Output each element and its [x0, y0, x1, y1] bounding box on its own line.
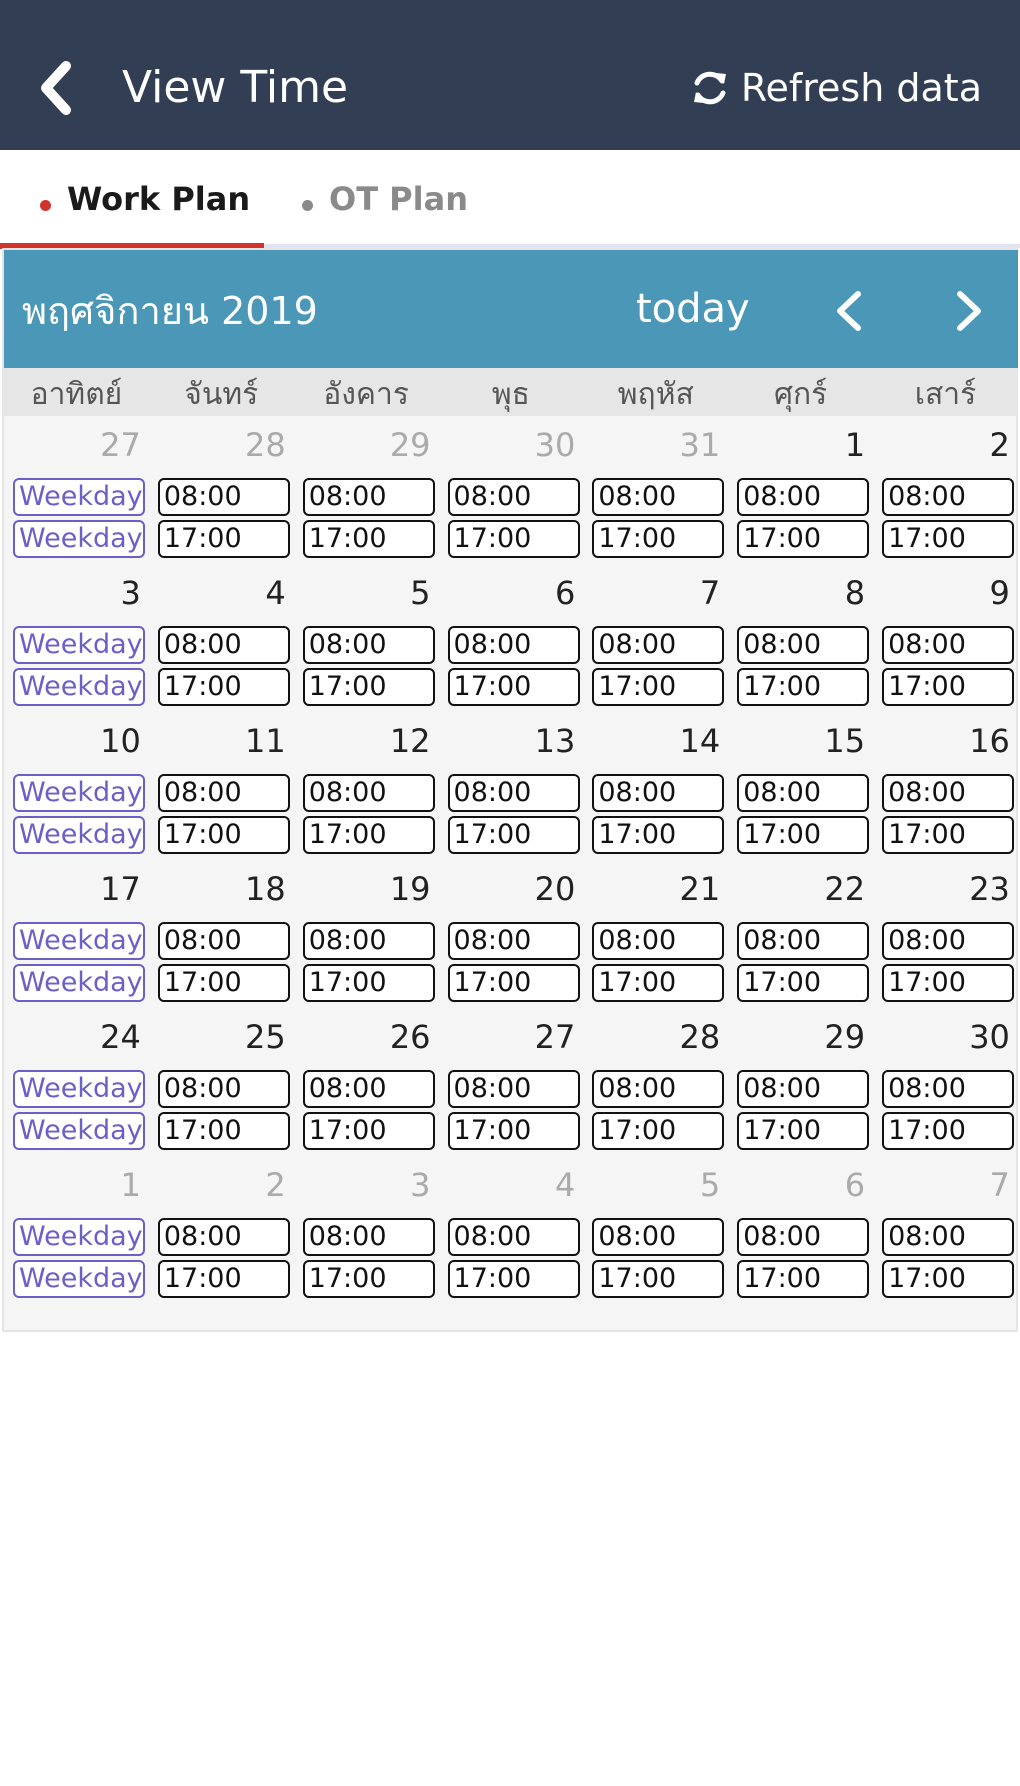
end-time-badge[interactable]: 17:00: [448, 520, 580, 558]
start-time-badge[interactable]: 08:00: [592, 1218, 724, 1256]
calendar-day-cell[interactable]: [728, 1156, 873, 1304]
day-number: 4: [555, 1166, 576, 1204]
plan-tabs: [0, 150, 1020, 248]
end-time-badge[interactable]: 17:00: [158, 816, 290, 854]
day-number: 27: [100, 426, 141, 464]
start-time-badge[interactable]: 08:00: [303, 1218, 435, 1256]
end-time-badge[interactable]: 17:00: [303, 816, 435, 854]
dow-wednesday: พุธ: [491, 377, 530, 412]
chevron-right-icon: [948, 286, 988, 336]
calendar-day-cell[interactable]: [583, 416, 728, 564]
weekday-end-badge[interactable]: Weekday: [13, 1260, 145, 1298]
end-time-badge[interactable]: 17:00: [882, 520, 1014, 558]
day-number: 26: [389, 1018, 431, 1056]
calendar-day-cell[interactable]: [583, 860, 728, 1008]
calendar-day-cell[interactable]: [439, 712, 584, 860]
weekday-start-badge[interactable]: Weekday: [13, 1070, 145, 1108]
calendar-day-cell[interactable]: [728, 1008, 873, 1156]
end-time-badge[interactable]: 17:00: [592, 668, 724, 706]
day-number: 6: [555, 574, 576, 612]
calendar-day-cell[interactable]: [4, 712, 149, 860]
back-button[interactable]: [34, 58, 84, 118]
day-number: 2: [989, 426, 1010, 464]
end-time-badge[interactable]: 17:00: [158, 520, 290, 558]
calendar-day-cell[interactable]: [873, 564, 1018, 712]
day-number: 13: [534, 722, 576, 760]
day-number: 30: [969, 1018, 1010, 1056]
start-time-badge[interactable]: 08:00: [882, 922, 1014, 960]
calendar-day-cell[interactable]: [728, 712, 873, 860]
day-number: 7: [699, 574, 721, 612]
weekday-end-badge[interactable]: Weekday: [13, 1112, 145, 1150]
refresh-button[interactable]: [689, 62, 982, 114]
end-time-badge[interactable]: 17:00: [882, 668, 1014, 706]
start-time-badge[interactable]: 08:00: [303, 626, 435, 664]
dow-tuesday: อังคาร: [323, 377, 409, 412]
end-time-badge[interactable]: 17:00: [737, 1260, 869, 1298]
end-time-badge[interactable]: 17:00: [592, 816, 724, 854]
end-time-badge[interactable]: 17:00: [882, 1112, 1014, 1150]
start-time-badge[interactable]: 08:00: [448, 774, 580, 812]
calendar-day-cell[interactable]: [873, 1156, 1018, 1304]
next-month-button[interactable]: [948, 286, 988, 336]
end-time-badge[interactable]: 17:00: [737, 520, 869, 558]
start-time-badge[interactable]: 08:00: [882, 478, 1014, 516]
day-number: 28: [679, 1018, 721, 1056]
end-time-badge[interactable]: 17:00: [737, 668, 869, 706]
calendar-day-cell[interactable]: [294, 860, 439, 1008]
start-time-badge[interactable]: 08:00: [592, 1070, 724, 1108]
end-time-badge[interactable]: 17:00: [737, 964, 869, 1002]
calendar-week-row: [4, 1156, 1018, 1304]
start-time-badge[interactable]: 08:00: [158, 1218, 290, 1256]
inactive-dot-icon: [302, 200, 313, 211]
start-time-badge[interactable]: 08:00: [303, 774, 435, 812]
end-time-badge[interactable]: 17:00: [448, 668, 580, 706]
calendar-day-cell[interactable]: [439, 416, 584, 564]
dow-sunday: อาทิตย์: [30, 377, 123, 412]
calendar-day-cell[interactable]: [294, 1156, 439, 1304]
day-number: 7: [989, 1166, 1010, 1204]
calendar: [2, 248, 1018, 1332]
start-time-badge[interactable]: 08:00: [158, 478, 290, 516]
day-number: 2: [265, 1166, 286, 1204]
start-time-badge[interactable]: 08:00: [592, 478, 724, 516]
calendar-weeks: [4, 416, 1018, 1304]
day-number: 27: [534, 1018, 576, 1056]
calendar-day-cell[interactable]: [294, 712, 439, 860]
calendar-day-cell[interactable]: [583, 564, 728, 712]
weekday-start-badge[interactable]: Weekday: [13, 1218, 145, 1256]
weekday-end-badge[interactable]: Weekday: [13, 520, 145, 558]
day-number: 3: [120, 574, 141, 612]
end-time-badge[interactable]: 17:00: [448, 964, 580, 1002]
chevron-left-icon: [34, 58, 84, 118]
day-number: 24: [100, 1018, 141, 1056]
start-time-badge[interactable]: 08:00: [882, 774, 1014, 812]
start-time-badge[interactable]: 08:00: [737, 922, 869, 960]
weekday-start-badge[interactable]: Weekday: [13, 478, 145, 516]
active-dot-icon: [40, 200, 51, 211]
start-time-badge[interactable]: 08:00: [303, 922, 435, 960]
start-time-badge[interactable]: 08:00: [448, 1070, 580, 1108]
day-number: 20: [534, 870, 576, 908]
tab-work-plan[interactable]: [40, 150, 250, 248]
day-number: 12: [389, 722, 431, 760]
day-number: 21: [679, 870, 721, 908]
calendar-day-cell[interactable]: [439, 1008, 584, 1156]
calendar-day-cell[interactable]: [149, 860, 294, 1008]
day-number: 5: [410, 574, 431, 612]
calendar-day-cell[interactable]: [583, 1008, 728, 1156]
weekday-end-badge[interactable]: Weekday: [13, 668, 145, 706]
calendar-week-row: [4, 416, 1018, 564]
day-number: 30: [534, 426, 576, 464]
start-time-badge[interactable]: 08:00: [158, 1070, 290, 1108]
end-time-badge[interactable]: 17:00: [303, 520, 435, 558]
day-number: 1: [120, 1166, 141, 1204]
refresh-icon: [689, 67, 731, 109]
start-time-badge[interactable]: 08:00: [737, 1218, 869, 1256]
end-time-badge[interactable]: 17:00: [448, 816, 580, 854]
end-time-badge[interactable]: 17:00: [303, 1112, 435, 1150]
end-time-badge[interactable]: 17:00: [448, 1260, 580, 1298]
end-time-badge[interactable]: 17:00: [737, 816, 869, 854]
end-time-badge[interactable]: 17:00: [303, 964, 435, 1002]
day-number: 8: [844, 574, 866, 612]
day-number: 10: [100, 722, 141, 760]
start-time-badge[interactable]: 08:00: [158, 626, 290, 664]
day-number: 18: [244, 870, 286, 908]
end-time-badge[interactable]: 17:00: [882, 1260, 1014, 1298]
calendar-day-cell[interactable]: [873, 416, 1018, 564]
start-time-badge[interactable]: 08:00: [592, 626, 724, 664]
calendar-day-cell[interactable]: [294, 564, 439, 712]
start-time-badge[interactable]: 08:00: [448, 626, 580, 664]
start-time-badge[interactable]: 08:00: [592, 922, 724, 960]
calendar-week-row: [4, 564, 1018, 712]
calendar-day-cell[interactable]: [728, 564, 873, 712]
day-number: 22: [824, 870, 866, 908]
calendar-day-cell[interactable]: [873, 1008, 1018, 1156]
weekday-end-badge[interactable]: Weekday: [13, 816, 145, 854]
start-time-badge[interactable]: 08:00: [303, 478, 435, 516]
start-time-badge[interactable]: 08:00: [448, 478, 580, 516]
start-time-badge[interactable]: 08:00: [882, 626, 1014, 664]
weekday-start-badge[interactable]: Weekday: [13, 922, 145, 960]
day-number: 9: [989, 574, 1010, 612]
tab-work-plan-label: Work Plan: [67, 180, 251, 218]
calendar-day-cell[interactable]: [149, 712, 294, 860]
calendar-day-cell[interactable]: [4, 1008, 149, 1156]
day-number: 14: [679, 722, 721, 760]
end-time-badge[interactable]: 17:00: [158, 668, 290, 706]
calendar-week-row: [4, 1008, 1018, 1156]
end-time-badge[interactable]: 17:00: [303, 668, 435, 706]
day-number: 23: [969, 870, 1010, 908]
dow-saturday: เสาร์: [914, 377, 977, 412]
calendar-day-cell[interactable]: [149, 564, 294, 712]
day-number: 19: [389, 870, 431, 908]
calendar-day-cell[interactable]: [294, 1008, 439, 1156]
start-time-badge[interactable]: 08:00: [303, 1070, 435, 1108]
calendar-day-cell[interactable]: [583, 1156, 728, 1304]
day-of-week-header: [4, 368, 1018, 416]
weekday-start-badge[interactable]: Weekday: [13, 626, 145, 664]
calendar-day-cell[interactable]: [439, 564, 584, 712]
calendar-day-cell[interactable]: [873, 860, 1018, 1008]
weekday-start-badge[interactable]: Weekday: [13, 774, 145, 812]
start-time-badge[interactable]: 08:00: [737, 626, 869, 664]
end-time-badge[interactable]: 17:00: [737, 1112, 869, 1150]
chevron-left-icon: [830, 286, 870, 336]
dow-friday: ศุกร์: [773, 377, 828, 412]
month-title: พฤศจิกายน 2019: [22, 289, 318, 333]
start-time-badge[interactable]: 08:00: [158, 922, 290, 960]
day-number: 28: [244, 426, 286, 464]
day-number: 15: [824, 722, 866, 760]
end-time-badge[interactable]: 17:00: [592, 1260, 724, 1298]
start-time-badge[interactable]: 08:00: [737, 774, 869, 812]
top-bar: [0, 0, 1020, 150]
start-time-badge[interactable]: 08:00: [737, 1070, 869, 1108]
calendar-day-cell[interactable]: [583, 712, 728, 860]
day-number: 25: [244, 1018, 286, 1056]
calendar-day-cell[interactable]: [873, 712, 1018, 860]
day-number: 17: [100, 870, 141, 908]
start-time-badge[interactable]: 08:00: [158, 774, 290, 812]
today-button[interactable]: today: [636, 286, 750, 332]
day-number: 29: [389, 426, 431, 464]
day-number: 1: [844, 426, 866, 464]
start-time-badge[interactable]: 08:00: [448, 922, 580, 960]
calendar-day-cell[interactable]: [4, 564, 149, 712]
day-number: 6: [844, 1166, 866, 1204]
start-time-badge[interactable]: 08:00: [448, 1218, 580, 1256]
calendar-day-cell[interactable]: [294, 416, 439, 564]
end-time-badge[interactable]: 17:00: [448, 1112, 580, 1150]
calendar-header: [4, 250, 1018, 368]
calendar-day-cell[interactable]: [439, 860, 584, 1008]
calendar-day-cell[interactable]: [439, 1156, 584, 1304]
end-time-badge[interactable]: 17:00: [592, 1112, 724, 1150]
end-time-badge[interactable]: 17:00: [158, 1112, 290, 1150]
dow-monday: จันทร์: [184, 377, 259, 412]
end-time-badge[interactable]: 17:00: [882, 964, 1014, 1002]
start-time-badge[interactable]: 08:00: [592, 774, 724, 812]
start-time-badge[interactable]: 08:00: [882, 1218, 1014, 1256]
end-time-badge[interactable]: 17:00: [303, 1260, 435, 1298]
tab-ot-plan[interactable]: [302, 150, 468, 248]
start-time-badge[interactable]: 08:00: [882, 1070, 1014, 1108]
end-time-badge[interactable]: 17:00: [592, 520, 724, 558]
day-number: 5: [699, 1166, 721, 1204]
calendar-day-cell[interactable]: [4, 416, 149, 564]
end-time-badge[interactable]: 17:00: [158, 964, 290, 1002]
weekday-end-badge[interactable]: Weekday: [13, 964, 145, 1002]
tab-ot-plan-label: OT Plan: [329, 180, 468, 218]
calendar-day-cell[interactable]: [149, 1156, 294, 1304]
refresh-label: Refresh data: [740, 66, 982, 110]
day-number: 16: [969, 722, 1010, 760]
calendar-day-cell[interactable]: [149, 1008, 294, 1156]
calendar-day-cell[interactable]: [728, 416, 873, 564]
day-number: 11: [244, 722, 286, 760]
calendar-week-row: [4, 860, 1018, 1008]
calendar-day-cell[interactable]: [4, 1156, 149, 1304]
calendar-day-cell[interactable]: [4, 860, 149, 1008]
day-number: 29: [824, 1018, 866, 1056]
day-number: 31: [679, 426, 721, 464]
calendar-week-row: [4, 712, 1018, 860]
end-time-badge[interactable]: 17:00: [158, 1260, 290, 1298]
end-time-badge[interactable]: 17:00: [592, 964, 724, 1002]
day-number: 4: [265, 574, 286, 612]
dow-thursday: พฤหัส: [617, 377, 694, 412]
prev-month-button[interactable]: [830, 286, 870, 336]
end-time-badge[interactable]: 17:00: [882, 816, 1014, 854]
day-number: 3: [410, 1166, 431, 1204]
start-time-badge[interactable]: 08:00: [737, 478, 869, 516]
page-title: View Time: [122, 62, 349, 113]
calendar-day-cell[interactable]: [149, 416, 294, 564]
calendar-day-cell[interactable]: [728, 860, 873, 1008]
